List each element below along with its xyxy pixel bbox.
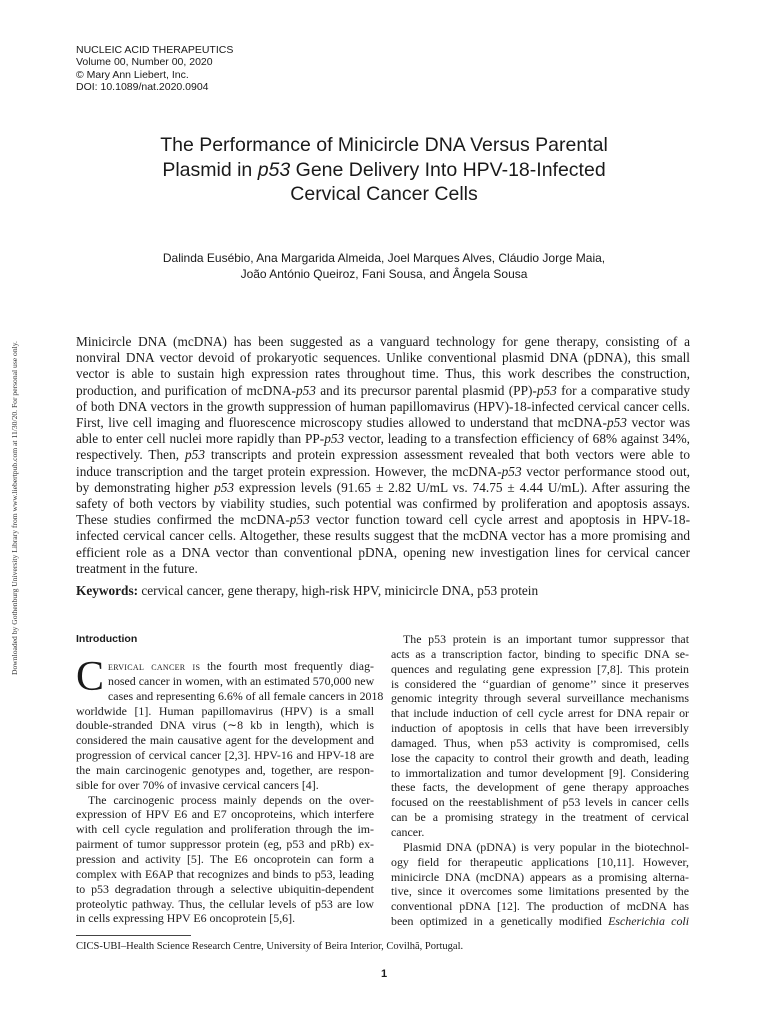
affiliation-footnote: CICS-UBI–Health Science Research Centre, University of Beira Interior, Covilhã, Portugal.	[76, 941, 464, 952]
authors-line-2: João António Queiroz, Fani Sousa, and Ângela Sousa	[240, 267, 528, 281]
abstract-line: of both DNA vectors in the growth suppression of human papillomavirus (HPV)-18-infected cervical cancer cells.	[76, 398, 690, 414]
body-line: worldwide [1]. Human papillomavirus (HPV) is a small	[76, 703, 374, 718]
title-line-3: Cervical Cancer Cells	[290, 183, 478, 205]
section-heading: Introduction	[76, 633, 138, 645]
abstract-line: nonviral DNA vector devoid of prokaryotic sequences. Unlike conventional plasmid DNA (pDNA), this small	[76, 350, 690, 366]
author-list	[60, 250, 708, 282]
title-line-1: The Performance of Minicircle DNA Versus Parental	[160, 134, 608, 156]
body-line: can be a promising strategy in the treatment of cervical	[391, 810, 689, 825]
body-column-left	[76, 654, 384, 926]
drop-cap: C	[76, 654, 105, 700]
keywords-text: cervical cancer, gene therapy, high-risk HPV, minicircle DNA, p53 protein	[138, 583, 539, 598]
body-line: these facts, the development of gene therapy approaches	[391, 780, 689, 795]
body-line: minicircle DNA (mcDNA) appears as a promising alterna-	[391, 869, 689, 884]
footnote-divider	[76, 935, 191, 936]
body-line: quences and regulating gene expression [7,8]. This protein	[391, 661, 689, 676]
page-number: 1	[380, 968, 388, 980]
body-line: double-stranded DNA virus (∼8 kb in length), which is	[76, 718, 374, 733]
body-line: induction of apoptosis in cells that have been irreversibly	[391, 721, 689, 736]
abstract-line: vector is able to sustain high expression rates throughout time. Thus, this work describes the construction,	[76, 366, 690, 382]
body-line: in cells expressing HPV E6 oncoprotein [5,6].	[76, 911, 296, 926]
authors-line-1: Dalinda Eusébio, Ana Margarida Almeida, Joel Marques Alves, Cláudio Jorge Maia,	[162, 251, 606, 265]
journal-doi: DOI: 10.1089/nat.2020.0904	[76, 80, 209, 93]
body-line: genomic integrity through several surveillance mechanisms	[391, 691, 689, 706]
abstract-line: efficient role as a DNA vector than conventional pDNA, opening new investigation lines for cervical cancer	[76, 544, 690, 560]
title-line-2b: Gene Delivery Into HPV-18-Infected	[290, 158, 606, 181]
title-line-2a: Plasmid in	[162, 158, 258, 181]
body-line: focused on the reestablishment of p53 levels in cancer cells	[391, 795, 689, 810]
body-line: proteolytic pathway. Thus, the cellular levels of p53 are low	[76, 896, 374, 911]
abstract	[76, 334, 690, 577]
journal-copyright: © Mary Ann Liebert, Inc.	[76, 68, 189, 81]
body-line: considered the main causative agent for the development and	[76, 733, 374, 748]
article-title	[60, 133, 708, 207]
body-line: cancer.	[391, 824, 425, 839]
body-line: pression and activity [5]. The E6 oncoprotein can form a	[76, 851, 374, 866]
title-gene-name: p53	[257, 158, 291, 181]
abstract-line: able to enter cell nuclei more rapidly than PP-p53 vector, leading to a transfection efficiency of 68% against 34%,	[76, 431, 691, 447]
body-line: conventional pDNA [12]. The production of mcDNA has	[391, 899, 689, 914]
abstract-line: infected cervical cancer cells. Altogether, these results suggest that the mcDNA vector has a more promising and	[76, 528, 690, 544]
abstract-line: by demonstrating higher p53 expression levels (91.65 ± 2.82 U/mL vs. 74.75 ± 4.44 U/mL). After assuring the	[76, 479, 690, 495]
body-line: cases and representing 6.6% of all female cancers in 2018	[108, 688, 384, 703]
body-line: acts as a transcription factor, binding to specific DNA se-	[391, 646, 689, 661]
body-line: tive, since it overcomes some limitations presented by the	[391, 884, 689, 899]
body-line: The p53 protein is an important tumor suppressor that	[403, 632, 689, 646]
body-line: is considered the ‘‘guardian of genome’’ since it preserves	[391, 676, 689, 691]
body-line: to p53 degradation through a selective ubiquitin-dependent	[76, 881, 374, 896]
body-line: progression of cervical cancer [2,3]. HPV-16 and HPV-18 are	[76, 748, 374, 763]
abstract-line: First, live cell imaging and fluorescence microscopy studies allowed to understand that mcDNA-p53 vector was	[76, 415, 690, 431]
body-line: been optimized in a genetically modified Escherichia coli	[391, 914, 689, 929]
body-line: to immortalization and tumor development [9]. Considering	[391, 765, 689, 780]
body-line: that include induction of cell cycle arrest for DNA repair or	[391, 706, 689, 721]
download-watermark: Downloaded by Gothenburg University Library from www.liebertpub.com at 11/30/20. For personal use only.	[10, 341, 19, 675]
body-line: expression of HPV E6 and E7 oncoproteins, which interfere	[76, 807, 374, 822]
body-line: with cell cycle regulation and proliferation through the im-	[76, 822, 374, 837]
body-line: lose the capacity to control their growth and death, leading	[391, 750, 689, 765]
body-line: ervical cancer is the fourth most frequently diag-	[108, 659, 374, 673]
body-line: Plasmid DNA (pDNA) is very popular in the biotechnol-	[403, 839, 689, 854]
abstract-line: safety of both vectors by viability studies, such potential was confirmed by proliferation and apoptosis assays.	[76, 496, 690, 512]
body-line: The carcinogenic process mainly depends on the over-	[88, 792, 374, 807]
body-line: pairment of tumor suppressor protein (eg, p53 and pRb) ex-	[76, 837, 374, 852]
journal-volume: Volume 00, Number 00, 2020	[76, 56, 213, 69]
journal-name: NUCLEIC ACID THERAPEUTICS	[76, 44, 234, 56]
journal-header	[76, 44, 233, 93]
body-line: nosed cancer in women, with an estimated 570,000 new	[108, 673, 375, 688]
body-line: damaged. Thus, when p53 activity is compromised, cells	[391, 735, 689, 750]
body-line: sible for over 70% of invasive cervical cancers [4].	[76, 777, 319, 792]
abstract-line: Minicircle DNA (mcDNA) has been suggested as a vanguard technology for gene therapy, consisting of a	[76, 334, 690, 349]
body-line: ogy field for therapeutic applications [10,11]. However,	[391, 854, 689, 869]
abstract-line: production, and purification of mcDNA-p53 and its precursor parental plasmid (PP)-p53 for a comparative study	[76, 382, 690, 398]
body-line: complex with E6AP that recognizes and binds to p53, leading	[76, 866, 374, 881]
abstract-line: induce transcription and the target protein expression. However, the mcDNA-p53 vector performance stood out,	[76, 463, 690, 479]
keywords	[76, 583, 690, 599]
abstract-line: respectively. Then, p53 transcripts and protein expression assessment revealed that both vectors were able to	[76, 447, 690, 463]
body-column-right	[391, 632, 689, 929]
keywords-label: Keywords:	[76, 583, 139, 598]
abstract-line: These studies confirmed the mcDNA-p53 vector function toward cell cycle arrest and apoptosis in HPV-18-	[76, 512, 690, 528]
body-line: the main carcinogenic genotypes and, together, are respon-	[76, 762, 374, 777]
abstract-line: treatment in the future.	[76, 560, 198, 576]
